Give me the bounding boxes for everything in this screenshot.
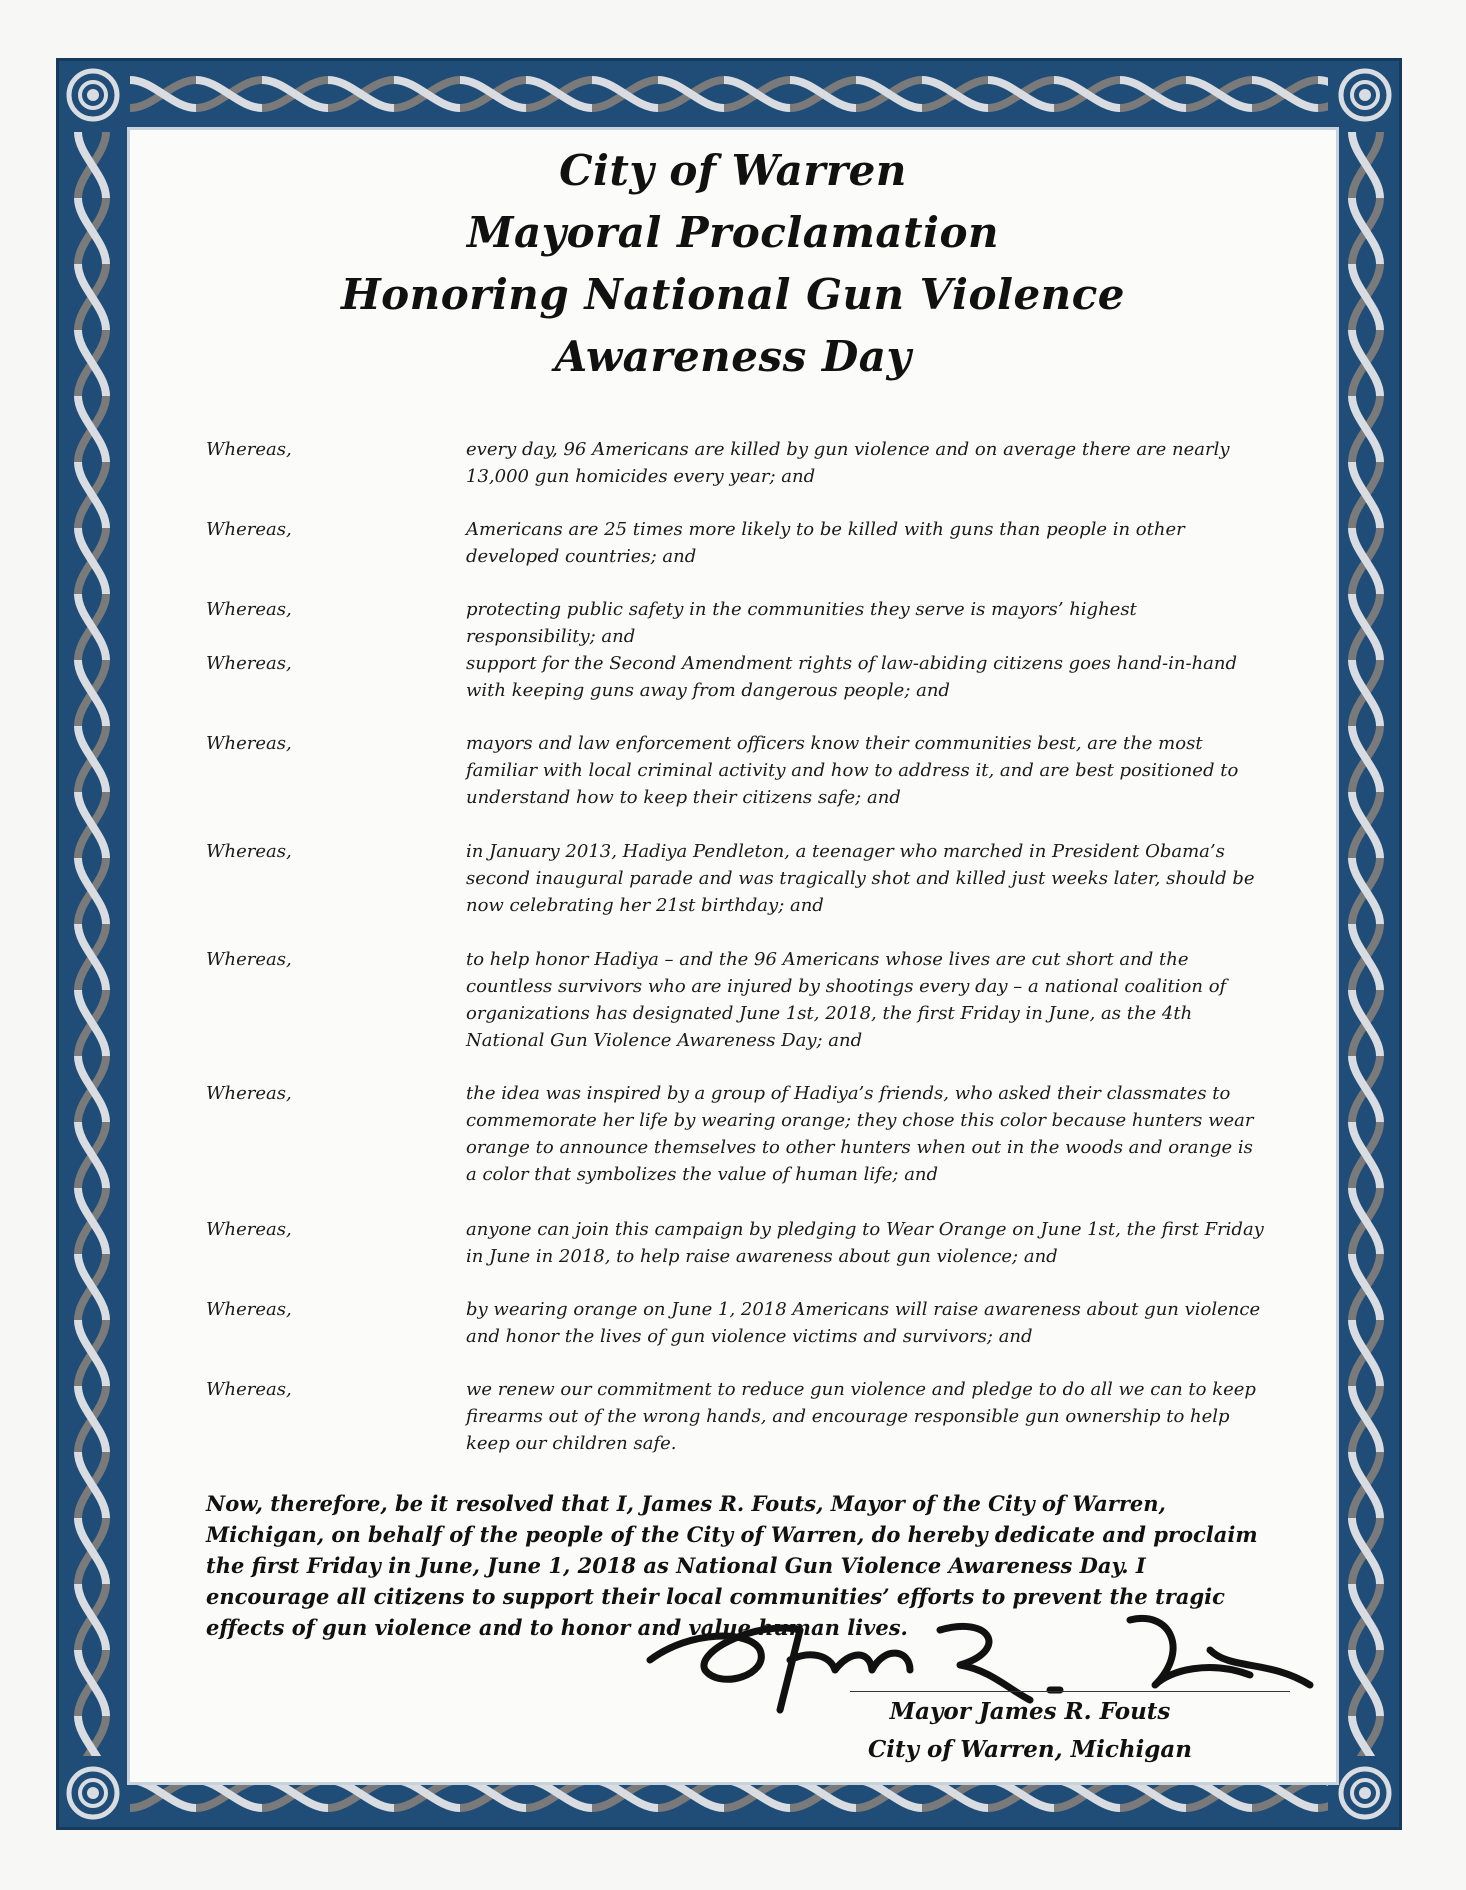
whereas-label: Whereas, — [206, 653, 292, 674]
whereas-text: protecting public safety in the communities they serve is mayors’ highest responsibility; and — [466, 599, 1137, 647]
whereas-text: to help honor Hadiya – and the 96 Americans whose lives are cut short and the countless survivors who are injured by shootings every day – a national coalition of organizations has designated June 1st, 2018, the first Friday in June, as the 4th National Gun Violence Awareness Day; and — [466, 949, 1227, 1051]
signature-line — [850, 1691, 1290, 1692]
signer-name: Mayor James R. Fouts — [889, 1698, 1171, 1725]
whereas-text: every day, 96 Americans are killed by gun violence and on average there are nearly 13,000 gun homicides every year; and — [466, 439, 1230, 487]
left-braid — [64, 132, 120, 1756]
whereas-text: we renew our commitment to reduce gun violence and pledge to do all we can to keep firearms out of the wrong hands, and encourage responsible gun ownership to help keep our children safe. — [466, 1379, 1256, 1454]
whereas-label: Whereas, — [206, 733, 292, 754]
proclamation-content — [130, 130, 1336, 1782]
whereas-label: Whereas, — [206, 1379, 292, 1400]
top-braid — [130, 66, 1328, 122]
whereas-text: mayors and law enforcement officers know their communities best, are the most familiar with local criminal activity and how to address it, and are best positioned to understand how to keep their citizens safe; and — [466, 733, 1239, 808]
whereas-text: Americans are 25 times more likely to be killed with guns than people in other developed countries; and — [466, 519, 1185, 567]
whereas-text: support for the Second Amendment rights of law-abiding citizens goes hand-in-hand with keeping guns away from dangerous people; and — [466, 653, 1238, 701]
title-line-2: Mayoral Proclamation — [466, 208, 1000, 257]
title-line-3: Honoring National Gun Violence — [340, 270, 1126, 319]
whereas-label: Whereas, — [206, 1219, 292, 1240]
corner-ornament-top-left — [56, 58, 130, 132]
corner-ornament-bottom-left — [56, 1756, 130, 1830]
corner-ornament-top-right — [1328, 58, 1402, 132]
whereas-text: anyone can join this campaign by pledging to Wear Orange on June 1st, the first Friday in June in 2018, to help raise awareness about gun violence; and — [466, 1219, 1264, 1267]
whereas-label: Whereas, — [206, 949, 292, 970]
whereas-label: Whereas, — [206, 519, 292, 540]
right-braid — [1338, 132, 1394, 1756]
title-line-1: City of Warren — [559, 146, 907, 195]
whereas-label: Whereas, — [206, 599, 292, 620]
whereas-label: Whereas, — [206, 1299, 292, 1320]
whereas-label: Whereas, — [206, 841, 292, 862]
whereas-text: by wearing orange on June 1, 2018 Americans will raise awareness about gun violence and honor the lives of gun violence victims and survivors; and — [466, 1299, 1261, 1347]
whereas-label: Whereas, — [206, 439, 292, 460]
resolution-paragraph: Now, therefore, be it resolved that I, James R. Fouts, Mayor of the City of Warren, Michigan, on behalf of the people of the City of Warren, do hereby dedicate and proclaim the first Friday in June, June 1, 2018 as National Gun Violence Awareness Day. I encourage all citizens to support their local communities’ efforts to prevent the tragic effects of gun violence and to honor and value human lives. — [206, 1491, 1258, 1640]
whereas-label: Whereas, — [206, 1083, 292, 1104]
whereas-text: the idea was inspired by a group of Hadiya’s friends, who asked their classmates to commemorate her life by wearing orange; they chose this color because hunters wear orange to announce themselves to other hunters when out in the woods and orange is a color that symbolizes the value of human life; and — [466, 1083, 1254, 1185]
signer-title: City of Warren, Michigan — [868, 1736, 1192, 1763]
corner-ornament-bottom-right — [1328, 1756, 1402, 1830]
title-line-4: Awareness Day — [554, 332, 912, 381]
whereas-text: in January 2013, Hadiya Pendleton, a teenager who marched in President Obama’s second inaugural parade and was tragically shot and killed just weeks later, should be now celebrating her 21st birthday; and — [466, 841, 1255, 916]
